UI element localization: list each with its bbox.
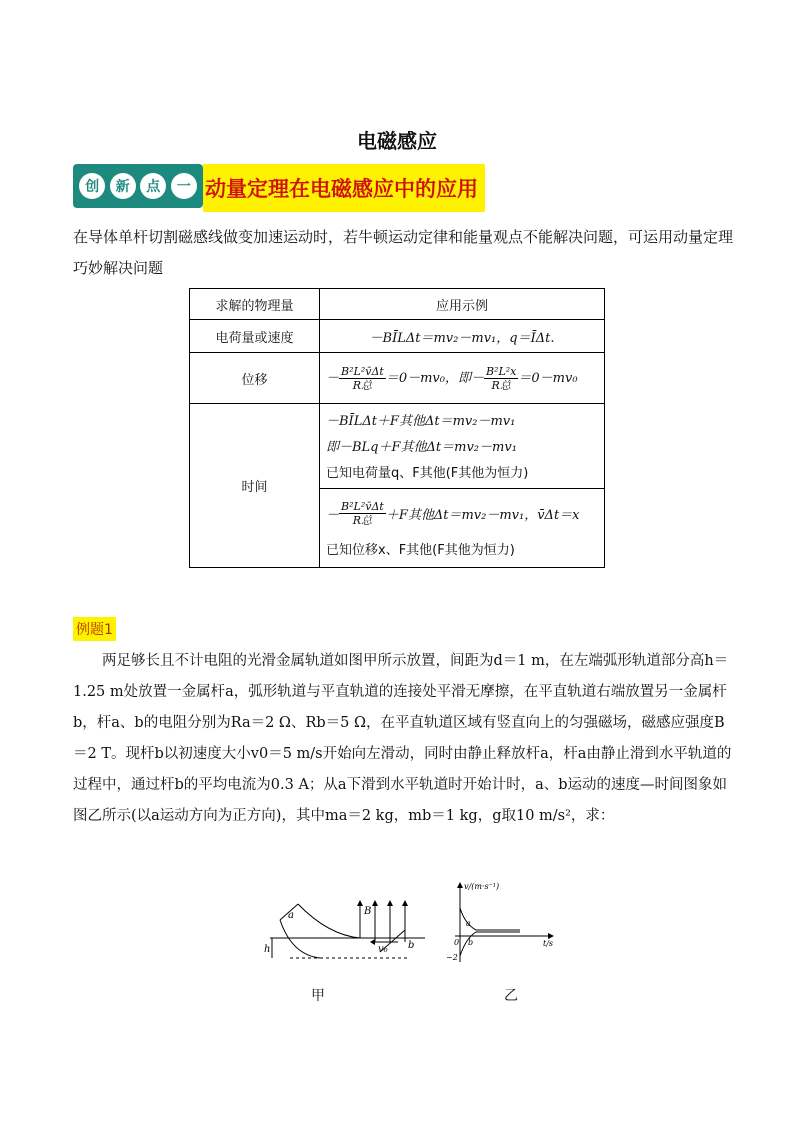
arrowhead [357,900,363,906]
row-label-charge: 电荷量或速度 [190,320,320,353]
time-formula-3: － $\frac{\text{B²L²v̄Δt}}{\text{R总}}$ ＋F其他Δt＝mv₂－mv₁，v̄Δt＝x [326,499,580,527]
fraction-denominator: R总 [491,378,511,392]
intro-paragraph: 在导体单杆切割磁感线做变加速运动时，若牛顿运动定律和能量观点不能解决问题，可运用动量定理巧妙解决问题 [73,228,734,277]
problem-figure [260,880,610,970]
row-label-time: 时间 [190,404,320,568]
application-table [189,288,605,568]
section-heading: 动量定理在电磁感应中的应用 [203,164,485,212]
formula-displacement: － $\frac{\text{B²L²v̄Δt}}{\text{R总}}$ ＝0－mv₀，即－ $\frac{\text{B²L²x}}{\text{R总}}$ ＝0－mv₀ [320,353,605,404]
time-cell-upper [320,404,605,489]
time-condition-1: 已知电荷量q、F其他(F其他为恒力) [326,465,529,481]
arrowhead [402,900,408,906]
formula-tail: ＋F其他Δt＝mv₂－mv₁，v̄Δt＝x [385,507,580,523]
fraction-denominator: R总 [352,513,373,527]
example-tag: 例题1 [73,617,116,641]
arrowhead [457,882,463,888]
label-b: b [408,940,415,951]
row-label-displacement: 位移 [190,353,320,404]
time-condition-2: 已知位移x、F其他(F其他为恒力) [326,542,515,558]
arrowhead [372,900,378,906]
time-formula-1: －BĪLΔt＋F其他Δt＝mv₂－mv₁ [326,413,516,429]
badge-char: 点 [140,173,166,199]
arrowhead [387,900,393,906]
formula-mid: ＝0－mv₀，即－ [385,370,484,386]
fraction-denominator: R总 [352,378,373,392]
badge-char: 一 [171,173,197,199]
graph-y-label: v/(m·s⁻¹) [464,882,500,891]
table-row [190,320,605,353]
problem-text: 两足够长且不计电阻的光滑金属轨道如图甲所示放置，间距为d＝1 m，在左端弧形轨道部分高h＝1.25 m处放置一金属杆a，弧形轨道与平直轨道的连接处平滑无摩擦，在平直轨道右端放置另一金属杆b，杆a、b的电阻分别为Ra＝2 Ω、Rb＝5 Ω，在平直轨道区域有竖直向上的匀强磁场，磁感应强度B＝2 T。现杆b以初速度大小v0＝5 m/s开始向左滑动，同时由静止释放杆a，杆a由静止滑到水平轨道的过程中，通过杆b的平均电流为0.3 A；从a下滑到水平轨道时开始计时，a、b运动的速度—时间图象如图乙所示(以a运动方向为正方向)，其中ma＝2 kg，mb＝1 kg，g取10 m/s²，求： [73,653,732,824]
graph-x-label: t/s [543,939,554,948]
badge-char: 新 [110,173,136,199]
label-v0: v₀ [378,944,388,955]
fraction [339,365,386,392]
header-quantity: 求解的物理量 [190,289,320,320]
innovation-badge [73,164,203,208]
table-header-row [190,289,605,320]
header-example: 应用示例 [320,289,605,320]
badge-char: 创 [79,173,105,199]
arrowhead [370,939,375,945]
caption-left: 甲 [311,988,325,1004]
fraction-numerator: B²L²v̄Δt [341,499,384,513]
fraction [484,365,518,392]
caption-right: 乙 [504,988,518,1004]
label-B: B [364,906,372,917]
arc-rail-front [280,920,320,958]
formula-tail: ＝0－mv₀ [518,370,578,386]
tick-zero: 0 [454,938,460,947]
label-a: a [288,910,294,921]
graph-label-b: b [468,938,474,947]
fraction [339,500,386,527]
fraction-numerator: B²L²x [485,364,517,378]
table-row [190,404,605,489]
fraction-numerator: B²L²v̄Δt [341,364,384,378]
section-banner [73,164,485,212]
page-title: 电磁感应 [357,129,437,153]
table-row [190,353,605,404]
time-formula-2: 即－BLq＋F其他Δt＝mv₂－mv₁ [326,439,517,455]
formula-charge: －BĪLΔt＝mv₂－mv₁，q＝ĪΔt. [320,320,605,353]
graph-label-a: a [466,919,471,928]
tick-neg2: −2 [446,953,458,962]
arc-rail-back [298,904,360,938]
time-cell-lower [320,489,605,568]
label-h: h [264,944,271,955]
